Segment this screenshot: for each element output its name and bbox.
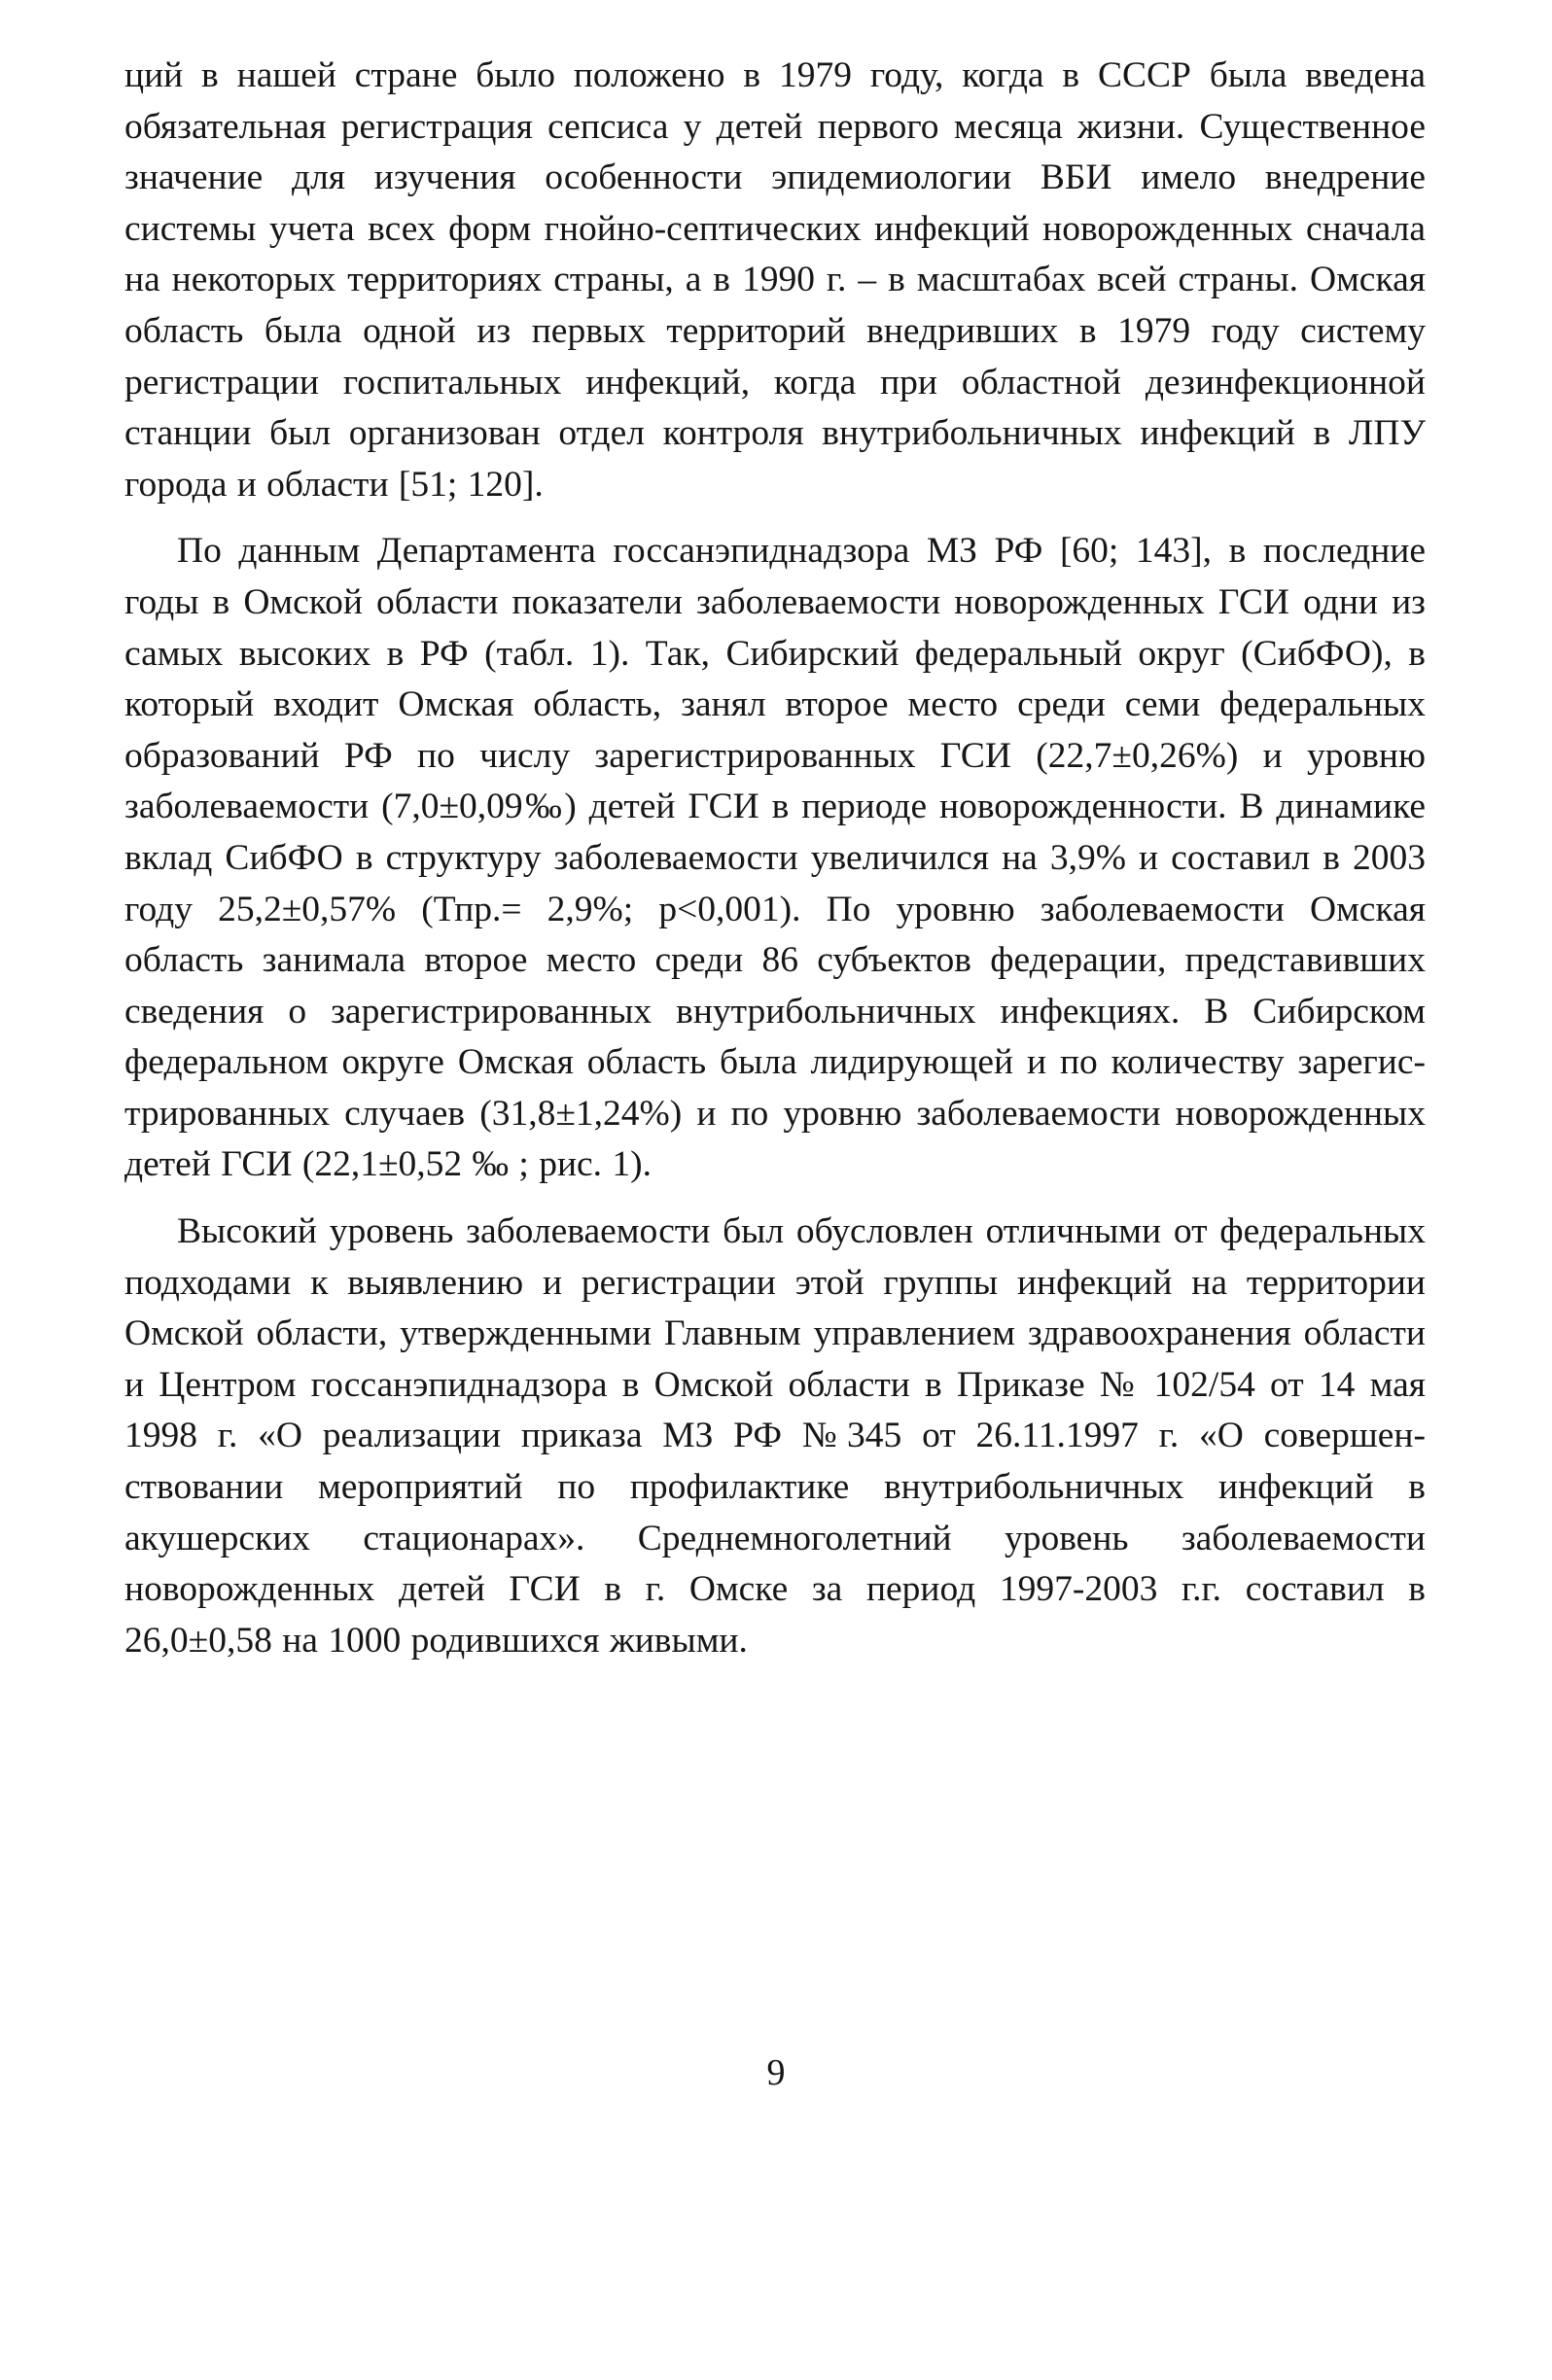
page-number: 9 [766, 2052, 786, 2093]
paragraph-continuation: ций в нашей стране было положено в 1979 году, когда в СССР была введена обязательная регистрация сепсиса у детей первого месяца жизни. Существенное значение для изучения особенности эпидемиологии ВБИ имело внедрение системы учета всех форм гнойно-септических инфекций новорожденных сначала на некоторых территориях страны, а в 1990 г. – в масштабах всей страны. Омская область была одной из первых территорий внедривших в 1979 году систему регистрации госпитальных инфекций, когда при областной дезинфекционной станции был организован отдел контроля внутрибольничных инфекций в ЛПУ города и области [51; 120]. [124, 55, 1426, 505]
paragraph-high-incidence: Высокий уровень заболеваемости был обусловлен отличными от федеральных подходами к выявлению и регистрации этой группы инфекций на территории Омской области, утвержденными Главным управлением здравоохранения области и Центром госсанэпиднадзора в Омской области в Приказе № 102/54 от 14 мая 1998 г. «О реализации приказа МЗ РФ №345 от 26.11.1997 г. «О совершенствовании мероприятий по профилактике внутрибольничных инфекций в акушерских стационарах». Среднемноголетний уровень заболеваемости новорожденных детей ГСИ в г. Омске за период 1997-2003 г.г. составил в 26,0±0,58 на 1000 родившихся живыми. [124, 1211, 1426, 1661]
paragraph-gossanepidnadzor-data: По данным Департамента госсанэпиднадзора МЗ РФ [60; 143], в последние годы в Омской области показатели заболеваемости новорожденных ГСИ одни из самых высоких в РФ (табл. 1). Так, Сибирский федеральный округ (СибФО), в который входит Омская область, занял второе место среди семи федеральных образований РФ по числу зарегистрированных ГСИ (22,7±0,26%) и уровню заболеваемости (7,0±0,09‰) детей ГСИ в периоде новорожденности. В динамике вклад СибФО в структуру заболеваемости увеличился на 3,9% и составил в 2003 году 25,2±0,57% (Тпр.= 2,9%; p<0,001). По уровню заболеваемости Омская область занимала второе место среди 86 субъектов федерации, представивших сведения о зарегистрированных внутрибольничных инфекциях. В Сибирском федеральном округе Омская область была лидирующей и по количеству зарегистрированных случаев (31,8±1,24%) и по уровню заболеваемости новорожденных детей ГСИ (22,1±0,52 ‰ ; рис. 1). [124, 531, 1426, 1185]
page-body [124, 51, 1426, 1682]
